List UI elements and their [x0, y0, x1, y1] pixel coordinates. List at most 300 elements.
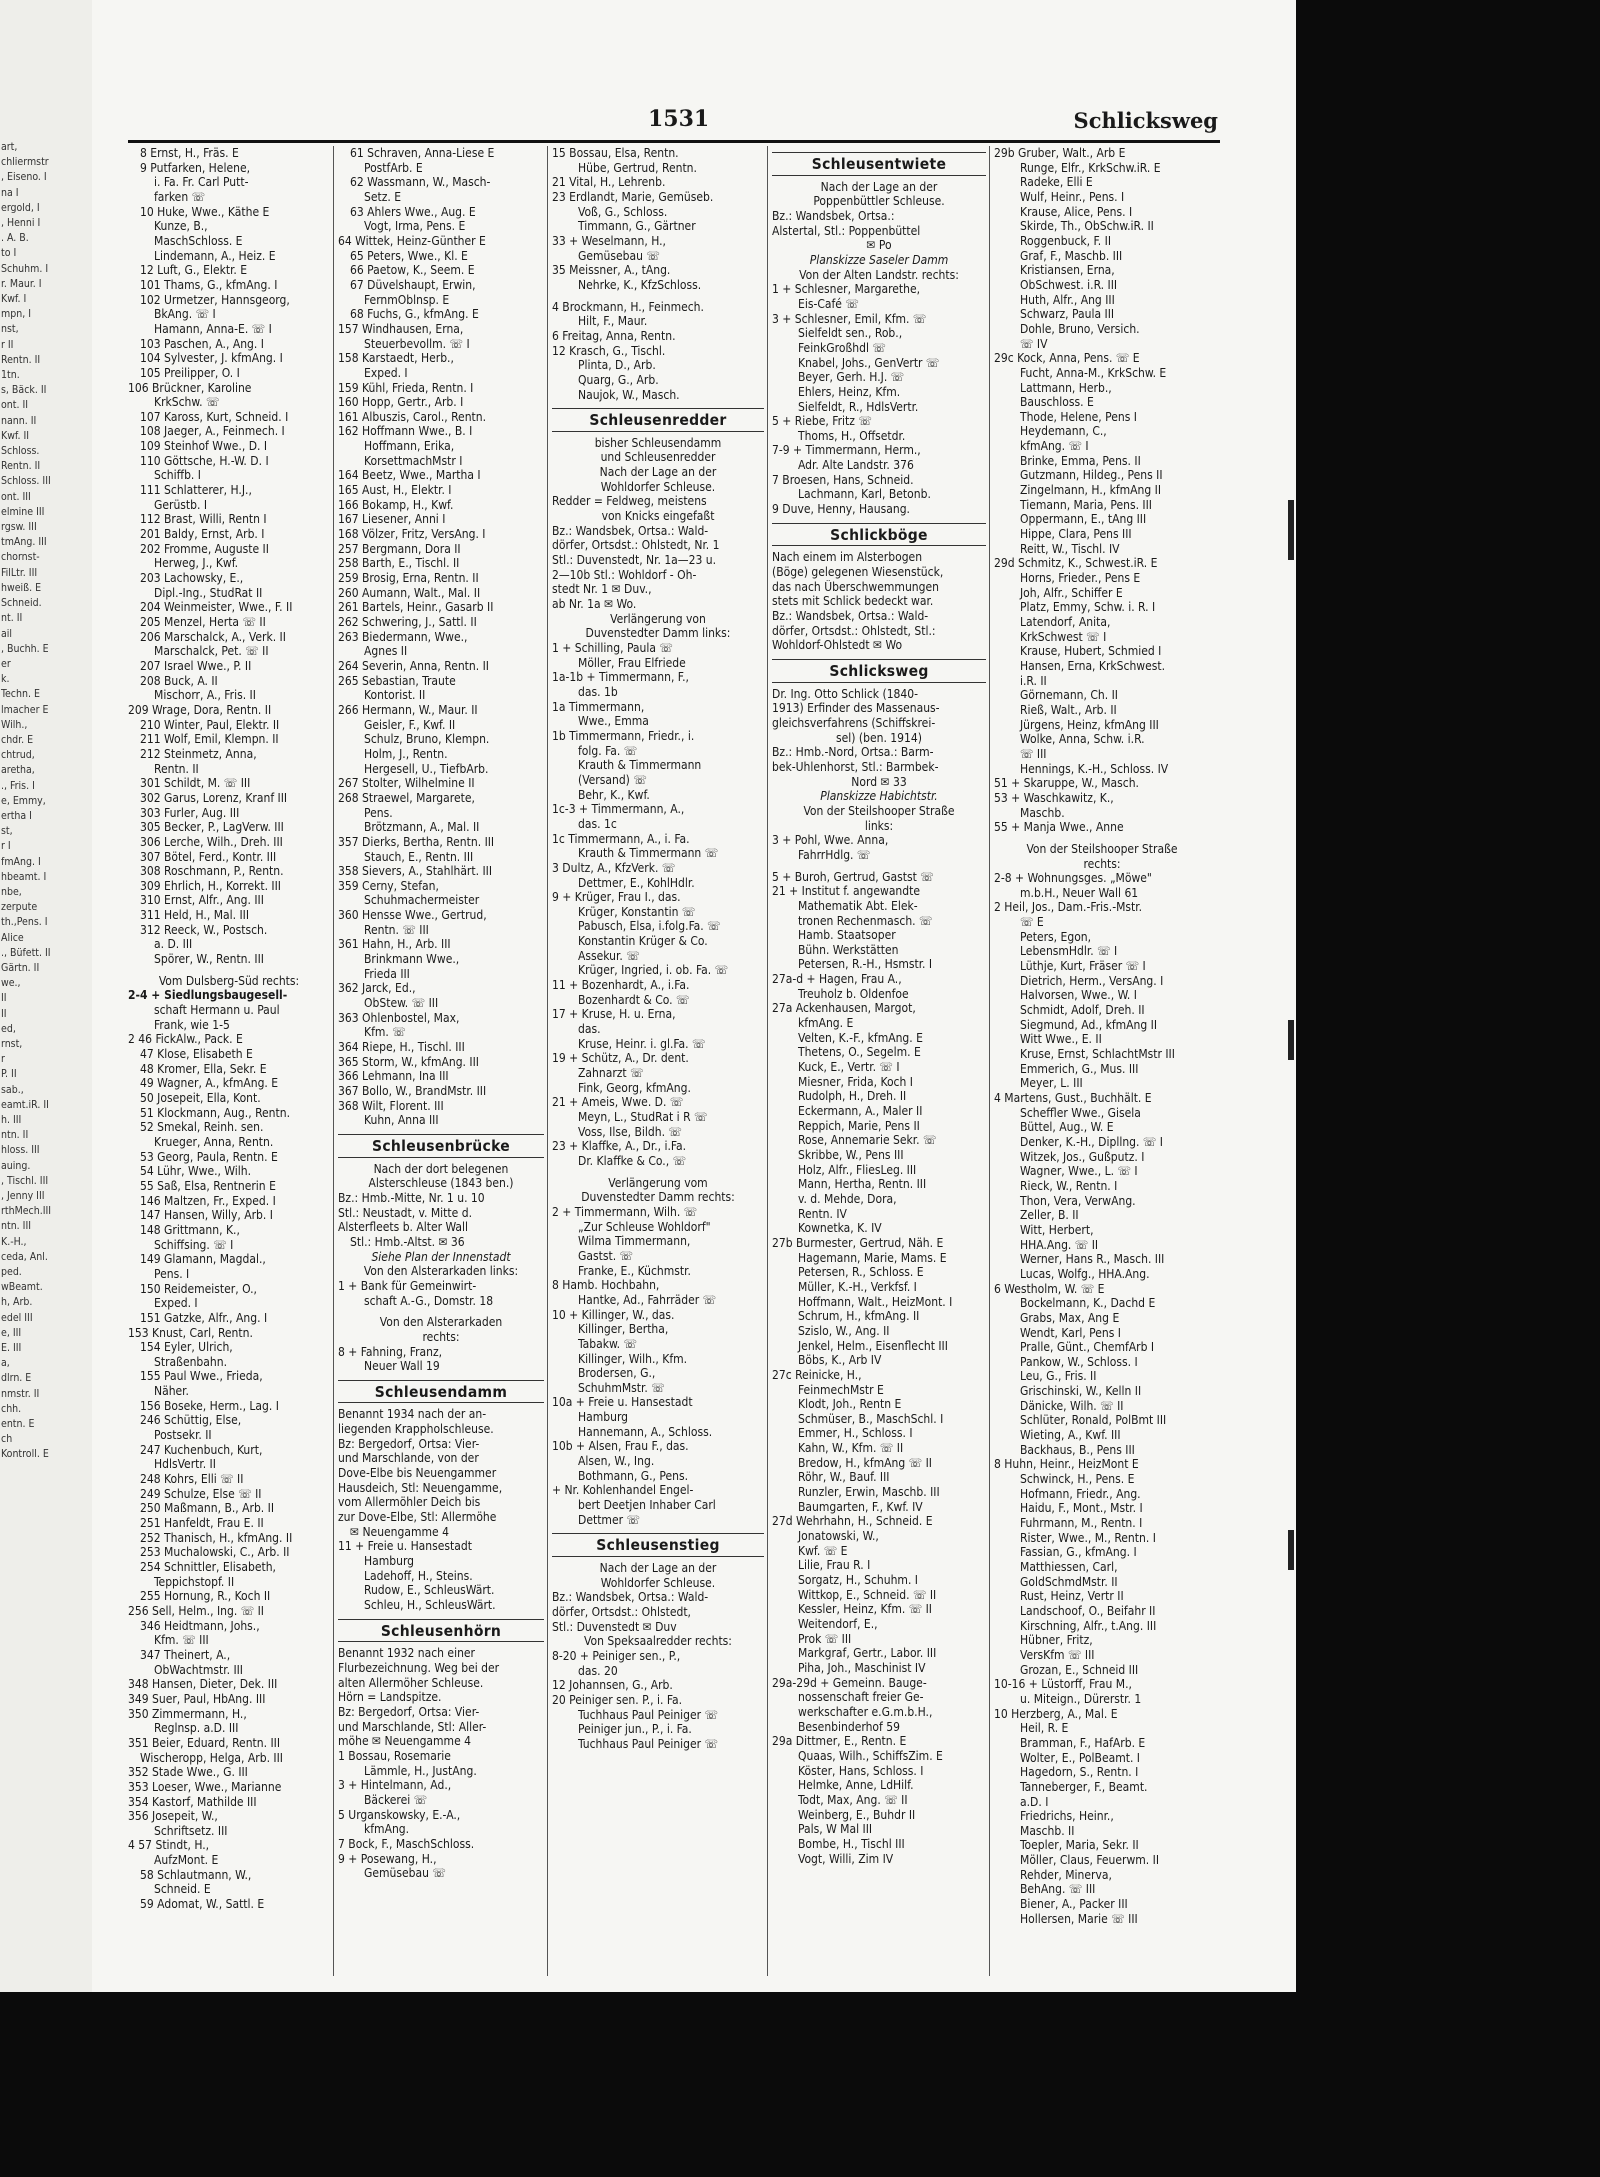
directory-entry-line: dörfer, Ortsdst.: Ohlstedt, Stl.:: [772, 623, 936, 638]
directory-entry-line: Dr. Ing. Otto Schlick (1840-: [772, 686, 919, 701]
gutter-line: ertha I: [1, 809, 32, 822]
directory-entry-line: Bz.: Wandsbek, Ortsa.: Wald-: [552, 523, 709, 538]
directory-entry-line: Bz: Bergedorf, Ortsa: Vier-: [338, 1436, 480, 1451]
gutter-line: e, Emmy,: [1, 794, 46, 807]
directory-entry-line: Hollersen, Marie ☏ III: [1020, 1911, 1138, 1926]
directory-entry-line: 9 + Posewang, H.,: [338, 1851, 437, 1866]
directory-entry-line: Hagedorn, S., Rentn. I: [1020, 1765, 1139, 1780]
directory-entry-line: Mathematik Abt. Elek-: [798, 898, 918, 913]
directory-entry-line: Bz.: Hmb.-Mitte, Nr. 1 u. 10: [338, 1190, 485, 1205]
gutter-line: tmAng. III: [1, 536, 47, 549]
directory-entry-line: Bz.: Hmb.-Nord, Ortsa.: Barm-: [772, 745, 934, 760]
directory-entry-line: Pens. I: [154, 1266, 190, 1281]
directory-entry-line: 306 Lerche, Wilh., Dreh. III: [140, 834, 283, 849]
directory-entry-line: kfmAng. E: [798, 1016, 854, 1031]
directory-entry-line: 352 Stade Wwe., G. III: [128, 1765, 248, 1780]
directory-entry-line: Hamburg: [578, 1410, 629, 1425]
scan-border-right: [1296, 0, 1600, 2177]
directory-entry-line: ☏ III: [1020, 746, 1047, 761]
directory-entry-line: Adr. Alte Landstr. 376: [798, 458, 914, 473]
directory-entry-line: Teppichstopf. II: [154, 1574, 235, 1589]
directory-entry-line: Rieck, W., Rentn. I: [1020, 1178, 1118, 1193]
gutter-line: , Eiseno. I: [1, 171, 47, 184]
directory-entry-line: 23 + Klaffke, A., Dr., i.Fa.: [552, 1139, 687, 1154]
directory-entry-line: Hannemann, A., Schloss.: [578, 1424, 713, 1439]
gutter-line: elmine III: [1, 505, 45, 518]
directory-entry-line: 53 Georg, Paula, Rentn. E: [140, 1149, 278, 1164]
directory-entry-line: 354 Kastorf, Mathilde III: [128, 1794, 257, 1809]
spacer: [994, 835, 1210, 842]
gutter-line: chh.: [1, 1402, 22, 1415]
directory-entry-line: 4 Brockmann, H., Feinmech.: [552, 299, 704, 314]
directory-entry-line: Krueger, Anna, Rentn.: [154, 1134, 274, 1149]
directory-entry-line: 250 Maßmann, B., Arb. II: [140, 1501, 275, 1516]
directory-entry-line: Stl.: Hmb.-Altst. ✉ 36: [350, 1234, 465, 1249]
directory-entry-line: Jenkel, Helm., Eisenflecht III: [798, 1338, 948, 1353]
directory-entry-line: und Marschlande, Stl: Aller-: [338, 1719, 487, 1734]
directory-entry-line: Bramman, F., HafArb. E: [1020, 1735, 1146, 1750]
directory-entry-line: Hantke, Ad., Fahrräder ☏: [578, 1292, 717, 1307]
directory-entry-line: Schneid. E: [154, 1882, 211, 1897]
directory-entry-line: zur Dove-Elbe, Stl: Allermöhe: [338, 1510, 497, 1525]
directory-entry-line: 211 Wolf, Emil, Klempn. II: [140, 732, 279, 747]
directory-entry-line: schaft Hermann u. Paul: [154, 1003, 280, 1018]
directory-entry-line: 3 + Pohl, Wwe. Anna,: [772, 833, 889, 848]
spacer: [128, 967, 330, 974]
directory-entry-line: 106 Brückner, Karoline: [128, 380, 252, 395]
directory-entry-line: Petersen, R., Schloss. E: [798, 1265, 924, 1280]
directory-entry-line: Bühn. Werkstätten: [798, 942, 899, 957]
directory-entry-line: 268 Straewel, Margarete,: [338, 790, 475, 805]
directory-entry-line: Schriftsetz. III: [154, 1823, 228, 1838]
directory-entry-line: 1 + Bank für Gemeinwirt-: [338, 1278, 477, 1293]
directory-entry-line: 348 Hansen, Dieter, Dek. III: [128, 1677, 278, 1692]
gutter-line: II: [1, 992, 7, 1005]
directory-entry-line: 1b Timmermann, Friedr., i.: [552, 728, 695, 743]
directory-entry-line: Exped. I: [364, 365, 408, 380]
directory-entry-line: 361 Hahn, H., Arb. III: [338, 937, 451, 952]
directory-entry-line: 110 Göttsche, H.-W. D. I: [140, 453, 269, 468]
directory-entry-line: 103 Paschen, A., Ang. I: [140, 336, 264, 351]
directory-entry-line: Hippe, Clara, Pens III: [1020, 527, 1132, 542]
directory-entry-line: 4 Martens, Gust., Buchhält. E: [994, 1091, 1152, 1105]
column-divider: [767, 146, 768, 1976]
directory-entry-line: Behr, K., Kwf.: [578, 787, 650, 802]
directory-entry-line: MaschSchloss. E: [154, 233, 243, 248]
directory-entry-line: 2-8 + Wohnungsges. „Möwe": [994, 871, 1152, 886]
directory-entry-line: 1c Timmermann, A., i. Fa.: [552, 831, 690, 846]
directory-entry-line: 265 Sebastian, Traute: [338, 673, 456, 688]
gutter-line: Schloss.: [1, 445, 40, 458]
directory-entry-line: Rust, Heinz, Vertr II: [1020, 1589, 1124, 1604]
directory-entry-line: Hübe, Gertrud, Rentn.: [578, 160, 697, 175]
directory-entry-line: 12 Krasch, G., Tischl.: [552, 343, 666, 358]
gutter-line: dlrn. E: [1, 1372, 32, 1385]
directory-entry-line: 166 Bokamp, H., Kwf.: [338, 497, 454, 512]
directory-entry-line: 307 Bötel, Ferd., Kontr. III: [140, 849, 277, 864]
directory-entry-line: Kruse, Ernst, SchlachtMstr III: [1020, 1047, 1175, 1062]
directory-entry-line: Hübner, Fritz,: [1020, 1633, 1093, 1648]
gutter-line: . A. B.: [1, 232, 29, 245]
gutter-line: sab.,: [1, 1083, 24, 1096]
directory-entry-line: Nach der Lage an der: [820, 179, 938, 194]
directory-entry-line: Alstertal, Stl.: Poppenbüttel: [772, 223, 921, 238]
gutter-line: ergold, I: [1, 201, 40, 214]
directory-entry-line: 51 Klockmann, Aug., Rentn.: [140, 1105, 291, 1120]
street-heading: Schlicksweg: [772, 659, 986, 683]
directory-entry-line: Von Speksaalredder rechts:: [584, 1634, 732, 1649]
directory-entry-line: ab Nr. 1a ✉ Wo.: [552, 597, 637, 612]
gutter-line: II: [1, 1007, 7, 1020]
directory-entry-line: Emmer, H., Schloss. I: [798, 1426, 913, 1441]
directory-entry-line: Meyer, L. III: [1020, 1076, 1083, 1091]
directory-entry-line: 251 Hanfeldt, Frau E. II: [140, 1516, 264, 1531]
directory-entry-line: 1 Bossau, Rosemarie: [338, 1748, 451, 1763]
directory-entry-line: Graf, F., Maschb. III: [1020, 248, 1123, 263]
directory-entry-line: Toepler, Maria, Sekr. II: [1020, 1838, 1139, 1853]
directory-entry-line: Benannt 1932 nach einer: [338, 1646, 475, 1661]
directory-entry-line: Marschalck, Pet. ☏ II: [154, 644, 269, 659]
directory-entry-line: Hamburg: [364, 1554, 415, 1569]
directory-entry-line: Kfm. ☏: [364, 1025, 406, 1040]
directory-entry-line: 366 Lehmann, Ina III: [338, 1069, 449, 1084]
directory-entry-line: 7 Broesen, Hans, Schneid.: [772, 472, 914, 487]
gutter-line: auing.: [1, 1159, 31, 1172]
directory-entry-line: Knabel, Johs., GenVertr ☏: [798, 355, 940, 370]
directory-entry-line: 246 Schüttig, Else,: [140, 1413, 242, 1428]
directory-entry-line: Kristiansen, Erna,: [1020, 263, 1115, 278]
directory-entry-line: 258 Barth, E., Tischl. II: [338, 556, 460, 571]
gutter-line: ., Büfett. II: [1, 946, 51, 959]
gutter-line: we.,: [1, 977, 21, 990]
directory-entry-line: Frank, wie 1-5: [154, 1017, 230, 1032]
directory-entry-line: Von den Alsterarkaden: [379, 1315, 503, 1330]
directory-entry-line: Stl.: Neustadt, v. Mitte d.: [338, 1205, 472, 1220]
directory-entry-line: 7-9 + Timmermann, Herm.,: [772, 443, 921, 458]
directory-entry-line: Bothmann, G., Pens.: [578, 1468, 689, 1483]
directory-entry-line: folg. Fa. ☏: [578, 743, 638, 758]
directory-entry-line: 21 + Institut f. angewandte: [772, 884, 921, 899]
directory-entry-line: 17 + Kruse, H. u. Erna,: [552, 1007, 676, 1022]
directory-entry-line: Wittkop, E., Schneid. ☏ II: [798, 1587, 937, 1602]
directory-entry-line: Runzler, Erwin, Maschb. III: [798, 1485, 940, 1500]
directory-entry-line: 48 Kromer, Ella, Sekr. E: [140, 1061, 267, 1076]
directory-entry-line: 27c Reinicke, H.,: [772, 1367, 862, 1382]
directory-entry-line: Grabs, Max, Ang E: [1020, 1310, 1120, 1325]
directory-entry-line: 202 Fromme, Auguste II: [140, 541, 269, 556]
directory-entry-line: Zahnarzt ☏: [578, 1066, 644, 1081]
directory-entry-line: 3 + Hintelmann, Ad.,: [338, 1778, 452, 1793]
scan-border-bottom: [0, 1992, 1600, 2177]
directory-entry-line: 19 + Schütz, A., Dr. dent.: [552, 1051, 689, 1066]
directory-entry-line: i.R. II: [1020, 673, 1047, 688]
directory-entry-line: 249 Schulze, Else ☏ II: [140, 1486, 262, 1501]
directory-entry-line: 267 Stolter, Wilhelmine II: [338, 776, 475, 791]
directory-entry-line: Schiffb. I: [154, 468, 201, 483]
gutter-line: Kontroll. E: [1, 1448, 49, 1461]
directory-entry-line: Nach der dort belegenen: [373, 1161, 509, 1176]
directory-entry-line: 62 Wassmann, W., Masch-: [350, 175, 491, 190]
directory-entry-line: 55 + Manja Wwe., Anne: [994, 820, 1124, 835]
directory-entry-line: 210 Winter, Paul, Elektr. II: [140, 717, 280, 732]
gutter-line: er: [1, 657, 11, 670]
directory-entry-line: 29a Dittmer, E., Rentn. E: [772, 1734, 907, 1749]
directory-entry-line: Bz.: Wandsbek, Ortsa.: Wald-: [772, 609, 929, 624]
directory-entry-line: Schwarz, Paula III: [1020, 307, 1115, 322]
directory-entry-line: Nach der Lage an der: [599, 1561, 717, 1576]
directory-entry-line: Wohldorfer Schleuse.: [600, 1575, 716, 1590]
directory-entry-line: Krauth & Timmermann: [578, 758, 702, 773]
directory-entry-line: Rudolph, H., Dreh. II: [798, 1089, 907, 1104]
directory-entry-line: 35 Meissner, A., tAng.: [552, 263, 671, 278]
directory-entry-line: Gemüsebau ☏: [578, 248, 660, 263]
directory-entry-line: 156 Boseke, Herm., Lag. I: [140, 1398, 279, 1413]
directory-entry-line: bek-Uhlenhorst, Stl.: Barmbek-: [772, 759, 939, 774]
gutter-line: h. III: [1, 1114, 22, 1126]
directory-entry-line: 66 Paetow, K., Seem. E: [350, 263, 475, 278]
directory-entry-line: 10a + Freie u. Hansestadt: [552, 1395, 693, 1410]
gutter-line: FilLtr. III: [1, 566, 38, 579]
gutter-line: Schuhm. I: [1, 262, 49, 275]
directory-entry-line: Siegmund, Ad., kfmAng II: [1020, 1017, 1158, 1032]
directory-entry-line: 206 Marschalck, A., Verk. II: [140, 629, 286, 644]
directory-entry-line: 1a-1b + Timmermann, F.,: [552, 670, 689, 685]
gutter-line: Alice: [1, 931, 24, 944]
directory-entry-line: Rentn. II: [154, 761, 199, 776]
directory-entry-line: Werner, Hans R., Masch. III: [1020, 1252, 1165, 1267]
directory-entry-line: Besenbinderhof 59: [798, 1719, 900, 1734]
directory-entry-line: 10 Herzberg, A., Mal. E: [994, 1706, 1118, 1721]
directory-entry-line: Wohldorf-Ohlstedt ✉ Wo: [772, 638, 903, 653]
directory-entry-line: Zeller, B. II: [1020, 1208, 1079, 1223]
gutter-line: Schloss. III: [1, 475, 51, 488]
directory-entry-line: Brinke, Emma, Pens. II: [1020, 453, 1141, 468]
directory-entry-line: 158 Karstaedt, Herb.,: [338, 351, 454, 366]
gutter-line: ont. III: [1, 490, 31, 503]
directory-entry-line: 264 Severin, Anna, Rentn. II: [338, 658, 489, 673]
gutter-line: nt. II: [1, 612, 23, 625]
directory-entry-line: 55 Saß, Elsa, Rentnerin E: [140, 1178, 276, 1193]
directory-entry-line: Hennings, K.-H., Schloss. IV: [1020, 761, 1169, 776]
gutter-line: Wilh.,: [1, 718, 28, 731]
directory-entry-line: 1a Timmermann,: [552, 699, 645, 714]
gutter-line: , Tischl. III: [1, 1174, 49, 1187]
directory-entry-line: Wohldorfer Schleuse.: [600, 479, 716, 494]
directory-entry-line: 253 Muchalowski, C., Arb. II: [140, 1545, 290, 1560]
gutter-line: rnst,: [1, 1037, 23, 1050]
directory-entry-line: Franke, E., Küchmstr.: [578, 1263, 691, 1278]
gutter-line: ail: [1, 627, 13, 640]
directory-entry-line: Zingelmann, H., kfmAng II: [1020, 483, 1162, 498]
directory-entry-line: Wolter, E., PolBeamt. I: [1020, 1750, 1140, 1765]
directory-entry-line: Tiemann, Maria, Pens. III: [1020, 497, 1152, 512]
directory-entry-line: Quaas, Wilh., SchiffsZim. E: [798, 1748, 943, 1763]
directory-entry-line: 29d Schmitz, K., Schwest.iR. E: [994, 556, 1158, 571]
directory-entry-line: Von der Steilshooper Straße: [803, 803, 955, 818]
directory-entry-line: 312 Reeck, W., Postsch.: [140, 922, 268, 937]
running-header: [128, 98, 1218, 138]
directory-entry-line: Schuhmachermeister: [364, 893, 480, 908]
directory-entry-line: Redder = Feldweg, meistens: [552, 494, 707, 509]
directory-entry-line: Petersen, R.-H., Hsmstr. I: [798, 957, 933, 972]
directory-entry-line: 21 + Ameis, Wwe. D. ☏: [552, 1095, 684, 1110]
directory-entry-line: 27a-d + Hagen, Frau A.,: [772, 972, 902, 987]
directory-entry-line: u. Miteign., Dürerstr. 1: [1020, 1691, 1142, 1706]
directory-entry-line: 209 Wrage, Dora, Rentn. II: [128, 702, 272, 717]
directory-entry-line: 23 Erdlandt, Marie, Gemüseb.: [552, 189, 714, 204]
directory-entry-line: Leu, G., Fris. II: [1020, 1369, 1097, 1384]
directory-entry-line: das. 1b: [578, 684, 618, 699]
directory-entry-line: Planskizze Habichtstr.: [820, 789, 938, 804]
directory-entry-line: Krauth & Timmermann ☏: [578, 846, 719, 861]
directory-entry-line: Steuerbevollm. ☏ I: [364, 336, 470, 351]
directory-entry-line: v. d. Mehde, Dora,: [798, 1191, 897, 1206]
gutter-line: r: [1, 1053, 5, 1066]
directory-entry-line: Kontorist. II: [364, 688, 426, 703]
directory-entry-line: 261 Bartels, Heinr., Gasarb II: [338, 600, 494, 615]
directory-entry-line: Prok ☏ III: [798, 1631, 852, 1646]
directory-entry-line: 21 Vital, H., Lehrenb.: [552, 175, 666, 190]
directory-entry-line: 54 Lühr, Wwe., Wilh.: [140, 1164, 252, 1179]
directory-entry-line: FeinmechMstr E: [798, 1382, 884, 1397]
directory-entry-line: Von der Steilshooper Straße: [1026, 841, 1178, 856]
directory-entry-line: VersKfm ☏ III: [1020, 1647, 1095, 1662]
directory-entry-line: 65 Peters, Wwe., Kl. E: [350, 248, 468, 263]
directory-entry-line: 247 Kuchenbuch, Kurt,: [140, 1442, 263, 1457]
directory-entry-line: Hamb. Staatsoper: [798, 928, 896, 943]
directory-entry-line: 49 Wagner, A., kfmAng. E: [140, 1076, 279, 1091]
directory-entry-line: rechts:: [1083, 856, 1121, 871]
directory-entry-line: Dettmer ☏: [578, 1512, 640, 1527]
directory-entry-line: 360 Hensse Wwe., Gertrud,: [338, 908, 487, 923]
directory-entry-line: AufzMont. E: [154, 1853, 219, 1868]
directory-entry-line: 11 + Bozenhardt, A., i.Fa.: [552, 978, 690, 993]
directory-entry-line: FeinkGroßhdl ☏: [798, 340, 886, 355]
directory-entry-line: Quarg, G., Arb.: [578, 372, 659, 387]
directory-entry-line: Lämmle, H., JustAng.: [364, 1763, 477, 1778]
directory-entry-line: 359 Cerny, Stefan,: [338, 878, 439, 893]
directory-entry-line: das. 1c: [578, 816, 617, 831]
directory-entry-line: HHA.Ang. ☏ II: [1020, 1237, 1099, 1252]
directory-entry-line: 8-20 + Peiniger sen., P.,: [552, 1648, 681, 1663]
gutter-line: k.: [1, 673, 10, 686]
directory-entry-line: Latendorf, Anita,: [1020, 615, 1111, 629]
directory-entry-line: 367 Bollo, W., BrandMstr. III: [338, 1084, 487, 1098]
directory-entry-line: bert Deetjen Inhaber Carl: [578, 1498, 716, 1513]
directory-entry-line: 112 Brast, Willi, Rentn I: [140, 512, 267, 527]
directory-entry-line: rechts:: [422, 1329, 460, 1344]
directory-entry-line: Wischeropp, Helga, Arb. III: [140, 1750, 283, 1765]
gutter-line: chornst-: [1, 551, 40, 564]
directory-entry-line: 305 Becker, P., LagVerw. III: [140, 820, 284, 835]
ink-smudge: [1288, 1530, 1294, 1570]
directory-entry-line: möhe ✉ Neuengamme 4: [338, 1734, 472, 1749]
gutter-line: hloss. III: [1, 1144, 40, 1157]
directory-entry-line: Hagemann, Marie, Mams. E: [798, 1250, 947, 1265]
directory-entry-line: Holm, J., Rentn.: [364, 746, 448, 761]
directory-entry-line: Hoffmann, Walt., HeizMont. I: [798, 1294, 953, 1309]
directory-entry-line: Brinkmann Wwe.,: [364, 952, 460, 967]
gutter-line: ceda, Anl.: [1, 1250, 48, 1263]
directory-entry-line: Helmke, Anne, LdHilf.: [798, 1778, 914, 1793]
gutter-line: r. Maur. I: [1, 277, 42, 290]
directory-entry-line: 301 Schildt, M. ☏ III: [140, 776, 251, 791]
directory-entry-line: Thode, Helene, Pens I: [1020, 409, 1137, 424]
gutter-line: hweiß. E: [1, 581, 42, 594]
directory-entry-line: Straßenbahn.: [154, 1354, 228, 1369]
directory-entry-line: 2 46 FickAlw., Pack. E: [128, 1032, 243, 1047]
directory-entry-line: Weinberg, E., Buhdr II: [798, 1807, 916, 1822]
directory-entry-line: Stl.: Duvenstedt ✉ Duv: [552, 1619, 677, 1634]
directory-entry-line: Voß, G., Schloss.: [578, 204, 668, 219]
directory-entry-line: 29b Gruber, Walt., Arb E: [994, 146, 1126, 160]
directory-entry-line: HdlsVertr. II: [154, 1457, 216, 1472]
directory-entry-line: (Böge) gelegenen Wiesenstück,: [772, 565, 944, 580]
directory-entry-line: Schulz, Bruno, Klempn.: [364, 732, 490, 747]
directory-entry-line: Nach der Lage an der: [599, 465, 717, 480]
directory-entry-line: Hansen, Erna, KrkSchwest.: [1020, 658, 1166, 673]
directory-entry-line: (Versand) ☏: [578, 772, 647, 787]
directory-entry-line: 157 Windhausen, Erna,: [338, 321, 464, 336]
directory-entry-line: 257 Bergmann, Dora II: [338, 541, 461, 556]
directory-entry-line: Rehder, Minerva,: [1020, 1867, 1112, 1882]
directory-entry-line: Bz.: Wandsbek, Ortsa.: Wald-: [552, 1590, 709, 1605]
directory-entry-line: Todt, Max, Ang. ☏ II: [798, 1792, 908, 1807]
gutter-line: e, III: [1, 1326, 22, 1339]
directory-entry-line: Reppich, Marie, Pens II: [798, 1118, 920, 1133]
directory-entry-line: Gemüsebau ☏: [364, 1866, 446, 1881]
directory-entry-line: Dietrich, Herm., VersAng. I: [1020, 973, 1164, 988]
directory-entry-line: Skirde, Th., ObSchw.iR. II: [1020, 219, 1154, 234]
directory-entry-line: 5 Urganskowsky, E.-A.,: [338, 1807, 461, 1822]
directory-entry-line: Lilie, Frau R. I: [798, 1558, 871, 1573]
directory-entry-line: vom Allermöhler Deich bis: [338, 1495, 481, 1510]
directory-entry-line: ✉ Neuengamme 4: [350, 1524, 449, 1539]
directory-entry-line: Gerüstb. I: [154, 497, 208, 512]
directory-entry-line: sel) (ben. 1914): [835, 730, 922, 745]
gutter-line: art,: [1, 141, 18, 153]
directory-entry-line: 350 Zimmermann, H.,: [128, 1706, 247, 1721]
directory-entry-line: Kwf. ☏ E: [798, 1543, 848, 1558]
directory-entry-line: 5 + Riebe, Fritz ☏: [772, 414, 872, 429]
directory-entry-line: 162 Hoffmann Wwe., B. I: [338, 424, 473, 439]
gutter-line: nmstr. II: [1, 1387, 40, 1400]
directory-entry-line: Wulf, Heinr., Pens. I: [1020, 189, 1125, 204]
directory-entry-line: Röhr, W., Bauf. III: [798, 1470, 890, 1485]
directory-entry-line: Killinger, Wilh., Kfm.: [578, 1351, 688, 1366]
directory-entry-line: 353 Loeser, Wwe., Marianne: [128, 1779, 282, 1794]
directory-entry-line: Treuholz b. Oldenfoe: [798, 986, 909, 1001]
directory-entry-line: schaft A.-G., Domstr. 18: [364, 1293, 494, 1308]
spacer: [338, 1308, 544, 1315]
directory-entry-line: Heil, R. E: [1020, 1721, 1069, 1736]
directory-entry-line: 10 Huke, Wwe., Käthe E: [140, 204, 270, 219]
street-heading: Schleusenstieg: [552, 1533, 764, 1557]
directory-entry-line: Dr. Klaffke & Co., ☏: [578, 1153, 687, 1168]
column-divider: [333, 146, 334, 1976]
gutter-line: chtrud,: [1, 749, 35, 762]
directory-entry-line: Timmann, G., Gärtner: [578, 219, 696, 234]
directory-entry-line: 1c-3 + Timmermann, A.,: [552, 802, 685, 817]
directory-entry-line: Kfm. ☏ III: [154, 1633, 209, 1648]
gutter-line: entn. E: [1, 1418, 35, 1431]
directory-entry-line: Bombe, H., Tischl III: [798, 1836, 905, 1851]
directory-entry-line: 2 + Timmermann, Wilh. ☏: [552, 1204, 698, 1219]
directory-entry-line: werkschafter e.G.m.b.H.,: [798, 1704, 933, 1719]
directory-entry-line: 248 Kohrs, Elli ☏ II: [140, 1472, 244, 1487]
directory-entry-line: Postsekr. II: [154, 1428, 212, 1443]
directory-entry-line: 102 Urmetzer, Hannsgeorg,: [140, 292, 290, 307]
